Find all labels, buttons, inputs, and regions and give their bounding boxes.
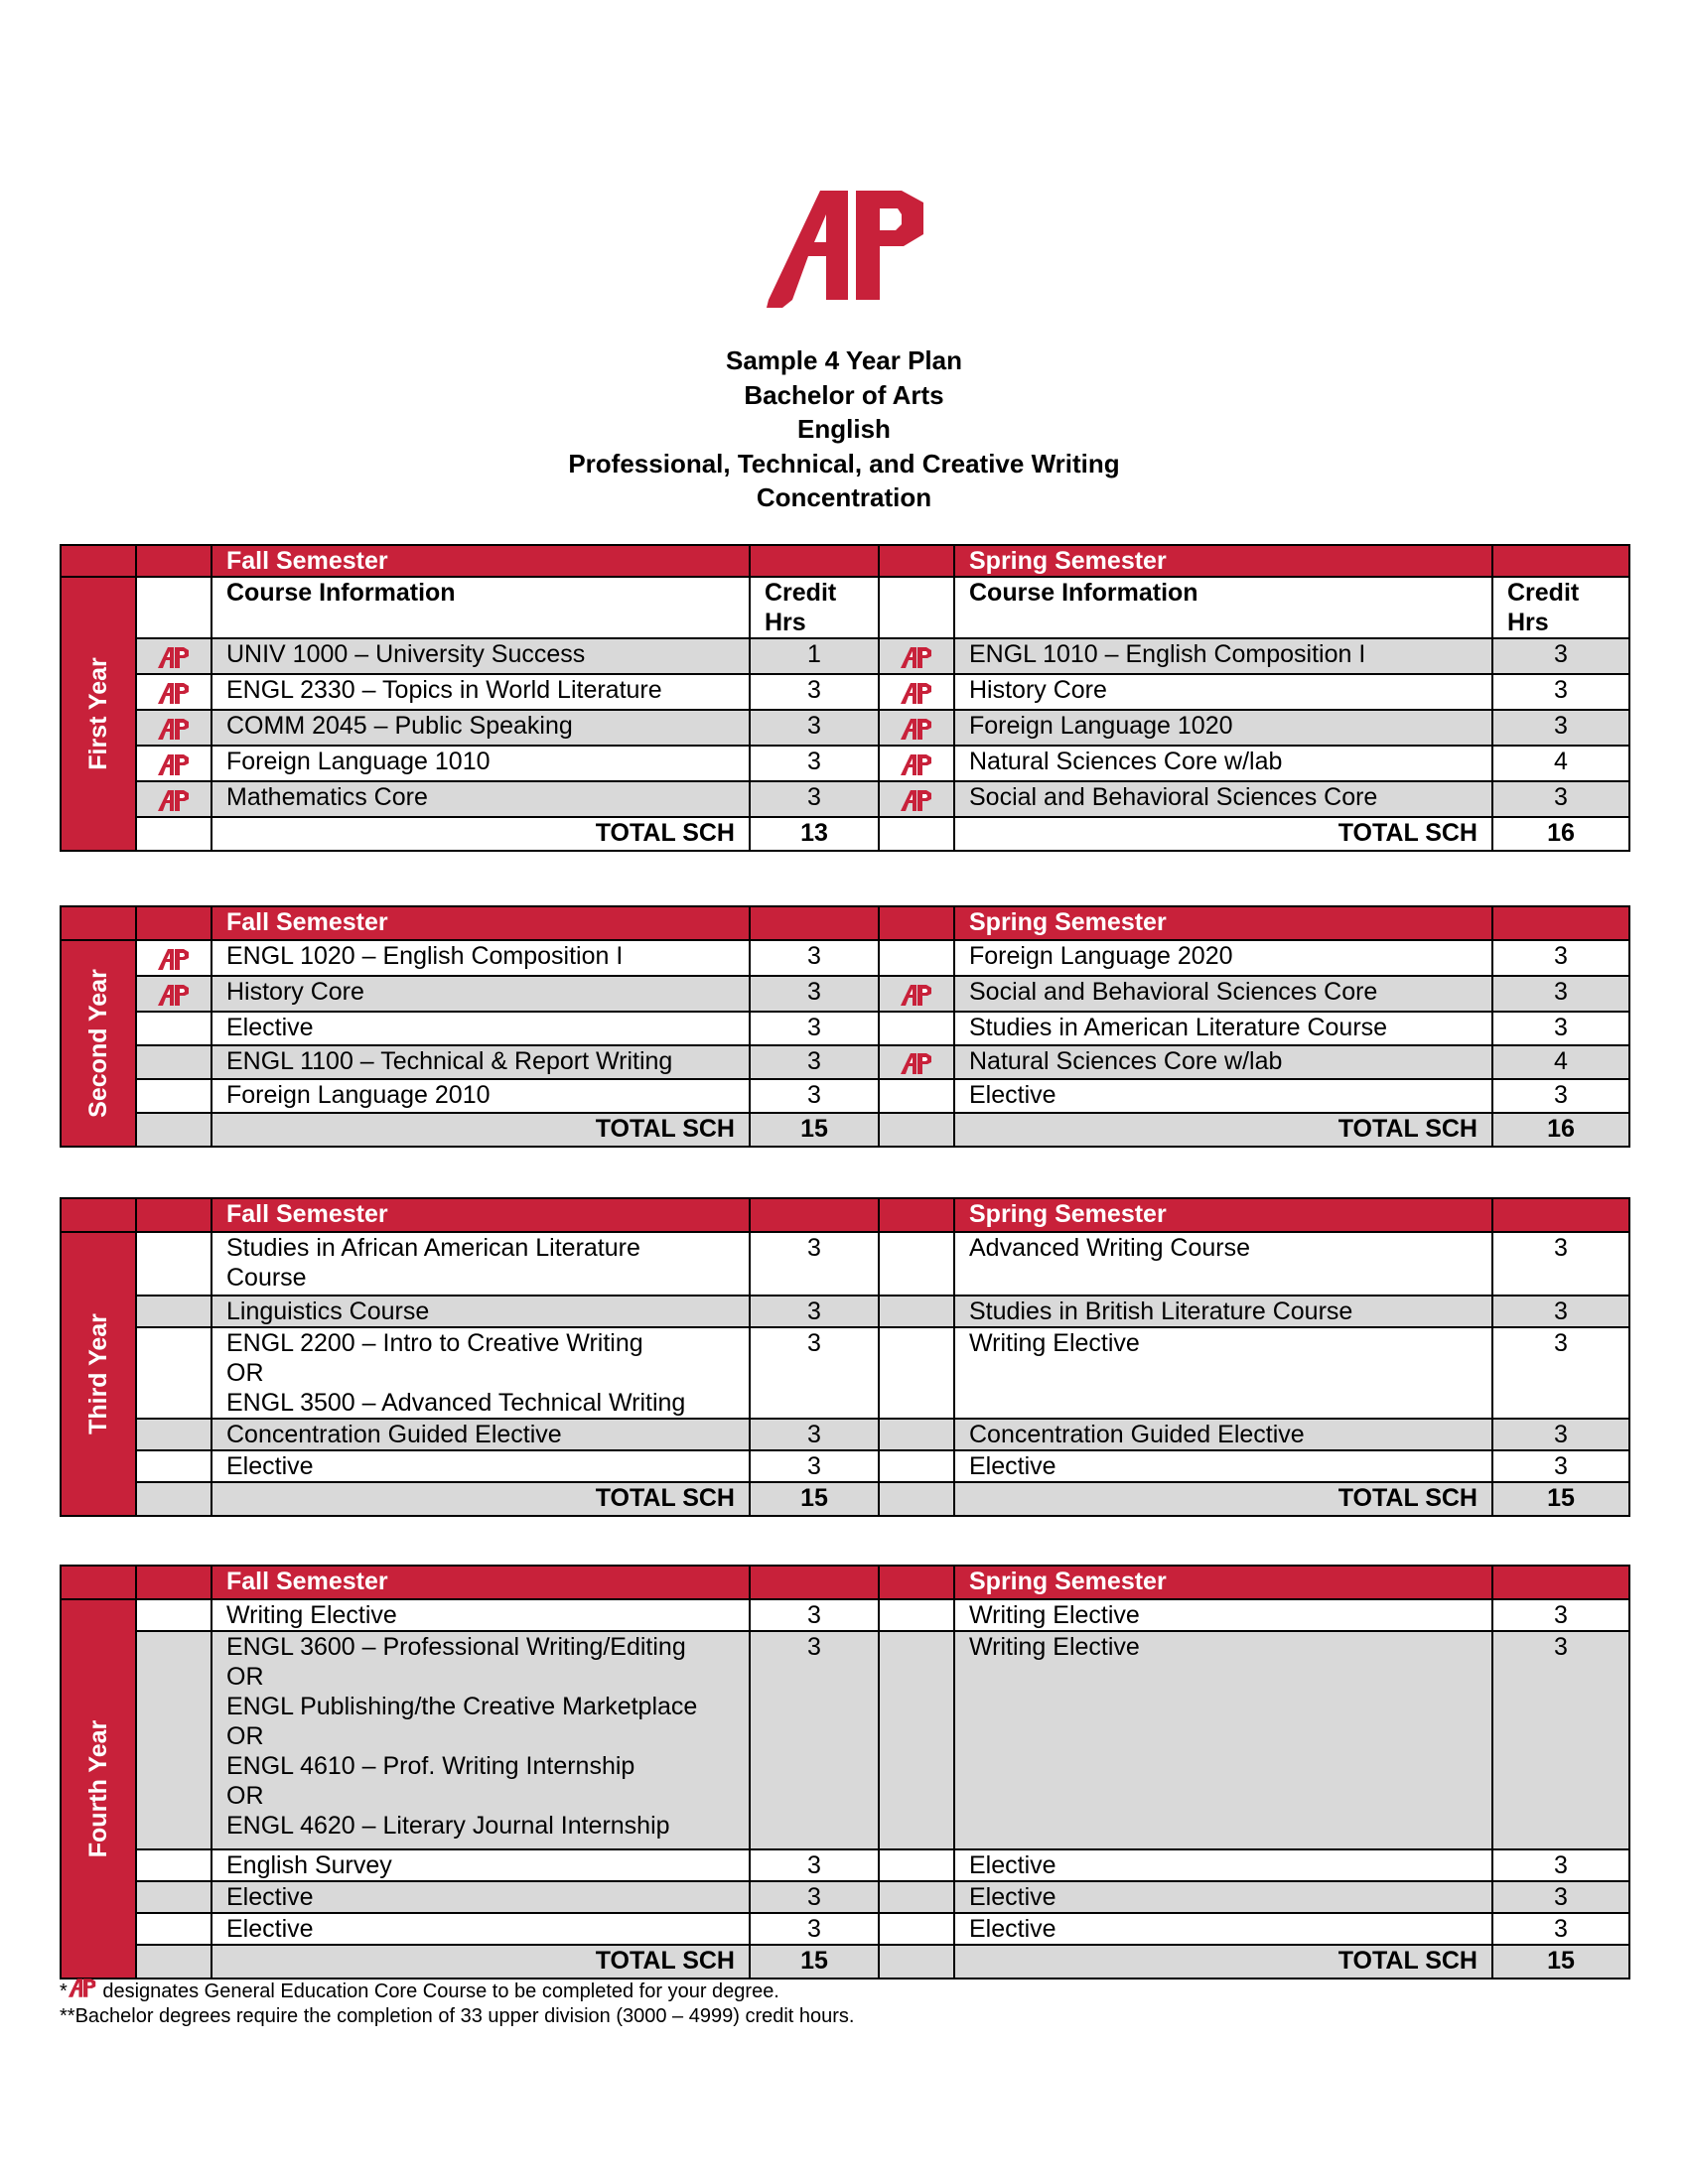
spring-credit-hrs: 3 [1492, 710, 1629, 746]
icon-cell [136, 1945, 211, 1979]
spring-core-cell [879, 1450, 954, 1482]
spring-credit-hrs: 3 [1492, 674, 1629, 710]
total-row [61, 1945, 1629, 1979]
credit-hrs-header: Credit Hrs [750, 577, 879, 638]
spring-core-cell [879, 1419, 954, 1450]
spring-total-label: TOTAL SCH [954, 1482, 1492, 1516]
course-row [61, 674, 1629, 710]
fall-course: Elective [211, 1450, 750, 1482]
spring-total: 15 [1492, 1945, 1629, 1979]
ap-core-icon [157, 716, 191, 742]
course-row [61, 710, 1629, 746]
spring-core-cell [879, 781, 954, 817]
fall-course: COMM 2045 – Public Speaking [211, 710, 750, 746]
year-label: Fourth Year [84, 1719, 112, 1858]
icon-cell [879, 1945, 954, 1979]
spring-course: Elective [954, 1881, 1492, 1913]
fall-course: Mathematics Core [211, 781, 750, 817]
fall-credit-hrs: 3 [750, 781, 879, 817]
ap-core-icon [157, 644, 191, 670]
spring-course: Social and Behavioral Sciences Core [954, 781, 1492, 817]
fall-core-cell [136, 1419, 211, 1450]
spring-hrs-header [1492, 1566, 1629, 1599]
fall-credit-hrs: 3 [750, 1232, 879, 1296]
title-line-2: Bachelor of Arts [744, 379, 944, 410]
fall-course: Foreign Language 2010 [211, 1079, 750, 1113]
spring-course: Foreign Language 1020 [954, 710, 1492, 746]
credit-hrs-header: Credit Hrs [1492, 577, 1629, 638]
fall-core-cell [136, 1599, 211, 1631]
ap-core-icon [68, 1976, 97, 1999]
fall-course: Elective [211, 1913, 750, 1945]
icon-cell [879, 817, 954, 851]
spring-core-cell [879, 1881, 954, 1913]
fall-core-cell [136, 976, 211, 1012]
fall-credit-hrs: 1 [750, 638, 879, 674]
spring-credit-hrs: 3 [1492, 781, 1629, 817]
fall-credit-hrs: 3 [750, 940, 879, 976]
ap-core-icon [157, 787, 191, 813]
ap-core-icon [157, 946, 191, 972]
course-row [61, 1012, 1629, 1045]
spring-core-cell [879, 1327, 954, 1419]
year-label-cell [61, 1599, 136, 1979]
fall-course: Linguistics Course [211, 1296, 750, 1327]
spring-core-cell [879, 1631, 954, 1849]
icon-cell [879, 577, 954, 638]
title-line-3: English [797, 414, 891, 444]
fall-course: ENGL 1100 – Technical & Report Writing [211, 1045, 750, 1079]
spring-core-cell [879, 674, 954, 710]
spring-course: Concentration Guided Elective [954, 1419, 1492, 1450]
course-row [61, 1881, 1629, 1913]
total-row [61, 1482, 1629, 1516]
year-label-cell [61, 940, 136, 1147]
footnote-core [60, 1976, 779, 2004]
spring-core-cell [879, 1045, 954, 1079]
fall-course: Studies in African American Literature Course [211, 1232, 750, 1296]
spring-course: History Core [954, 674, 1492, 710]
spring-course: Writing Elective [954, 1599, 1492, 1631]
icon-cell [879, 1482, 954, 1516]
fall-credit-hrs: 3 [750, 710, 879, 746]
spring-credit-hrs: 3 [1492, 1327, 1629, 1419]
fall-header: Fall Semester [211, 1198, 750, 1232]
spring-credit-hrs: 3 [1492, 1913, 1629, 1945]
spring-hrs-header [1492, 906, 1629, 940]
fall-course: History Core [211, 976, 750, 1012]
spring-credit-hrs: 3 [1492, 1849, 1629, 1881]
year-corner [61, 1566, 136, 1599]
spring-total: 15 [1492, 1482, 1629, 1516]
course-row [61, 1045, 1629, 1079]
fall-total: 15 [750, 1482, 879, 1516]
ap-logo [763, 173, 931, 312]
course-row [61, 1232, 1629, 1296]
spring-course: Elective [954, 1849, 1492, 1881]
year-label: Second Year [84, 969, 112, 1118]
spring-course: Natural Sciences Core w/lab [954, 1045, 1492, 1079]
course-row [61, 781, 1629, 817]
spring-header: Spring Semester [954, 545, 1492, 577]
fall-credit-hrs: 3 [750, 1296, 879, 1327]
fall-credit-hrs: 3 [750, 1849, 879, 1881]
fall-course: ENGL 2200 – Intro to Creative Writing OR ENGL 3500 – Advanced Technical Writing [211, 1327, 750, 1419]
spring-course: Advanced Writing Course [954, 1232, 1492, 1296]
spring-credit-hrs: 3 [1492, 976, 1629, 1012]
year-table [60, 905, 1630, 1148]
spring-hrs-header [1492, 545, 1629, 577]
spring-credit-hrs: 3 [1492, 1232, 1629, 1296]
course-row [61, 1079, 1629, 1113]
spring-core-cell [879, 1296, 954, 1327]
icon-header [879, 545, 954, 577]
course-row [61, 1450, 1629, 1482]
fall-header: Fall Semester [211, 545, 750, 577]
spring-core-cell [879, 1849, 954, 1881]
fall-course: English Survey [211, 1849, 750, 1881]
fall-hrs-header [750, 545, 879, 577]
course-info-header: Course Information [211, 577, 750, 638]
fall-credit-hrs: 3 [750, 1419, 879, 1450]
footnote-asterisk: * [60, 1980, 68, 2002]
spring-course: ENGL 1010 – English Composition I [954, 638, 1492, 674]
fall-credit-hrs: 3 [750, 674, 879, 710]
fall-total-label: TOTAL SCH [211, 1945, 750, 1979]
ap-core-icon [900, 716, 933, 742]
fall-credit-hrs: 3 [750, 1045, 879, 1079]
spring-core-cell [879, 1599, 954, 1631]
year-corner [61, 1198, 136, 1232]
fall-course: Elective [211, 1881, 750, 1913]
spring-total: 16 [1492, 1113, 1629, 1147]
spring-header: Spring Semester [954, 906, 1492, 940]
fall-core-cell [136, 746, 211, 781]
year-corner [61, 545, 136, 577]
fall-hrs-header [750, 1198, 879, 1232]
fall-header: Fall Semester [211, 906, 750, 940]
fall-course: ENGL 1020 – English Composition I [211, 940, 750, 976]
year-table [60, 544, 1630, 852]
footnote-upper-division: **Bachelor degrees require the completion of 33 upper division (3000 – 4999) credit hours. [60, 2005, 855, 2027]
spring-core-cell [879, 1232, 954, 1296]
title-line-4: Professional, Technical, and Creative Writing [568, 448, 1120, 478]
spring-core-cell [879, 940, 954, 976]
title-line-5: Concentration [756, 482, 932, 512]
ap-core-icon [900, 1050, 933, 1076]
fall-credit-hrs: 3 [750, 1079, 879, 1113]
spring-course: Elective [954, 1079, 1492, 1113]
spring-core-cell [879, 710, 954, 746]
fall-core-cell [136, 638, 211, 674]
ap-core-icon [157, 680, 191, 706]
icon-header [879, 906, 954, 940]
spring-total-label: TOTAL SCH [954, 1945, 1492, 1979]
ap-core-icon [900, 982, 933, 1008]
spring-course: Elective [954, 1913, 1492, 1945]
icon-header [136, 906, 211, 940]
spring-course: Natural Sciences Core w/lab [954, 746, 1492, 781]
spring-course: Social and Behavioral Sciences Core [954, 976, 1492, 1012]
year-label: First Year [84, 657, 112, 770]
fall-course: UNIV 1000 – University Success [211, 638, 750, 674]
footnote-core-text: designates General Education Core Course to be completed for your degree. [96, 1980, 779, 2002]
icon-cell [879, 1113, 954, 1147]
fall-core-cell [136, 781, 211, 817]
spring-core-cell [879, 638, 954, 674]
fall-hrs-header [750, 1566, 879, 1599]
fall-credit-hrs: 3 [750, 746, 879, 781]
ap-core-icon [900, 680, 933, 706]
spring-hrs-header [1492, 1198, 1629, 1232]
spring-core-cell [879, 1079, 954, 1113]
spring-credit-hrs: 3 [1492, 1079, 1629, 1113]
icon-header [879, 1198, 954, 1232]
fall-core-cell [136, 940, 211, 976]
spring-total-label: TOTAL SCH [954, 1113, 1492, 1147]
total-row [61, 1113, 1629, 1147]
fall-total-label: TOTAL SCH [211, 1113, 750, 1147]
year-label-cell [61, 1232, 136, 1516]
course-row [61, 976, 1629, 1012]
fall-core-cell [136, 1045, 211, 1079]
course-row [61, 1327, 1629, 1419]
icon-header [136, 545, 211, 577]
year-label-cell [61, 577, 136, 851]
course-row [61, 1631, 1629, 1849]
spring-core-cell [879, 746, 954, 781]
spring-course: Studies in British Literature Course [954, 1296, 1492, 1327]
spring-total: 16 [1492, 817, 1629, 851]
spring-header: Spring Semester [954, 1566, 1492, 1599]
year-label: Third Year [84, 1313, 112, 1434]
course-row [61, 1849, 1629, 1881]
year-corner [61, 906, 136, 940]
fall-total-label: TOTAL SCH [211, 1482, 750, 1516]
course-row [61, 746, 1629, 781]
icon-header [136, 1198, 211, 1232]
icon-cell [136, 1113, 211, 1147]
course-row [61, 940, 1629, 976]
fall-credit-hrs: 3 [750, 1450, 879, 1482]
spring-credit-hrs: 3 [1492, 638, 1629, 674]
year-table [60, 1197, 1630, 1517]
spring-total-label: TOTAL SCH [954, 817, 1492, 851]
icon-cell [136, 577, 211, 638]
fall-credit-hrs: 3 [750, 1327, 879, 1419]
fall-total-label: TOTAL SCH [211, 817, 750, 851]
ap-core-icon [157, 751, 191, 777]
fall-credit-hrs: 3 [750, 1599, 879, 1631]
fall-total: 13 [750, 817, 879, 851]
fall-core-cell [136, 1881, 211, 1913]
fall-credit-hrs: 3 [750, 976, 879, 1012]
icon-cell [136, 1482, 211, 1516]
spring-course: Foreign Language 2020 [954, 940, 1492, 976]
fall-core-cell [136, 1232, 211, 1296]
spring-credit-hrs: 3 [1492, 1599, 1629, 1631]
course-row [61, 1913, 1629, 1945]
spring-credit-hrs: 3 [1492, 1631, 1629, 1849]
spring-core-cell [879, 1012, 954, 1045]
icon-header [136, 1566, 211, 1599]
ap-core-icon [900, 644, 933, 670]
fall-credit-hrs: 3 [750, 1631, 879, 1849]
icon-cell [136, 817, 211, 851]
fall-course: ENGL 3600 – Professional Writing/Editing OR ENGL Publishing/the Creative Marketplace OR ENGL 4610 – Prof. Writing Internship OR ENGL 4620 – Literary Journal Internship [211, 1631, 750, 1849]
fall-core-cell [136, 1631, 211, 1849]
fall-credit-hrs: 3 [750, 1913, 879, 1945]
course-row [61, 1599, 1629, 1631]
spring-credit-hrs: 3 [1492, 1881, 1629, 1913]
fall-core-cell [136, 1327, 211, 1419]
fall-course: Foreign Language 1010 [211, 746, 750, 781]
spring-credit-hrs: 3 [1492, 1296, 1629, 1327]
spring-credit-hrs: 4 [1492, 1045, 1629, 1079]
spring-course: Writing Elective [954, 1631, 1492, 1849]
fall-core-cell [136, 1012, 211, 1045]
total-row [61, 817, 1629, 851]
fall-core-cell [136, 1079, 211, 1113]
course-row [61, 1296, 1629, 1327]
fall-core-cell [136, 1849, 211, 1881]
plan-title [0, 343, 1688, 515]
spring-course: Elective [954, 1450, 1492, 1482]
fall-core-cell [136, 1296, 211, 1327]
fall-hrs-header [750, 906, 879, 940]
fall-credit-hrs: 3 [750, 1881, 879, 1913]
spring-credit-hrs: 3 [1492, 1012, 1629, 1045]
year-table [60, 1565, 1630, 1979]
spring-credit-hrs: 3 [1492, 940, 1629, 976]
spring-credit-hrs: 3 [1492, 1450, 1629, 1482]
icon-header [879, 1566, 954, 1599]
fall-total: 15 [750, 1113, 879, 1147]
fall-course: ENGL 2330 – Topics in World Literature [211, 674, 750, 710]
spring-credit-hrs: 3 [1492, 1419, 1629, 1450]
ap-core-icon [157, 982, 191, 1008]
fall-core-cell [136, 710, 211, 746]
course-row [61, 638, 1629, 674]
title-line-1: Sample 4 Year Plan [726, 345, 962, 375]
spring-header: Spring Semester [954, 1198, 1492, 1232]
spring-course: Writing Elective [954, 1327, 1492, 1419]
fall-header: Fall Semester [211, 1566, 750, 1599]
spring-course: Studies in American Literature Course [954, 1012, 1492, 1045]
spring-credit-hrs: 4 [1492, 746, 1629, 781]
fall-course: Concentration Guided Elective [211, 1419, 750, 1450]
fall-core-cell [136, 1450, 211, 1482]
spring-core-cell [879, 1913, 954, 1945]
spring-core-cell [879, 976, 954, 1012]
ap-core-icon [900, 751, 933, 777]
fall-credit-hrs: 3 [750, 1012, 879, 1045]
fall-core-cell [136, 674, 211, 710]
fall-course: Elective [211, 1012, 750, 1045]
ap-core-icon [900, 787, 933, 813]
fall-core-cell [136, 1913, 211, 1945]
course-row [61, 1419, 1629, 1450]
course-info-header: Course Information [954, 577, 1492, 638]
fall-total: 15 [750, 1945, 879, 1979]
fall-course: Writing Elective [211, 1599, 750, 1631]
